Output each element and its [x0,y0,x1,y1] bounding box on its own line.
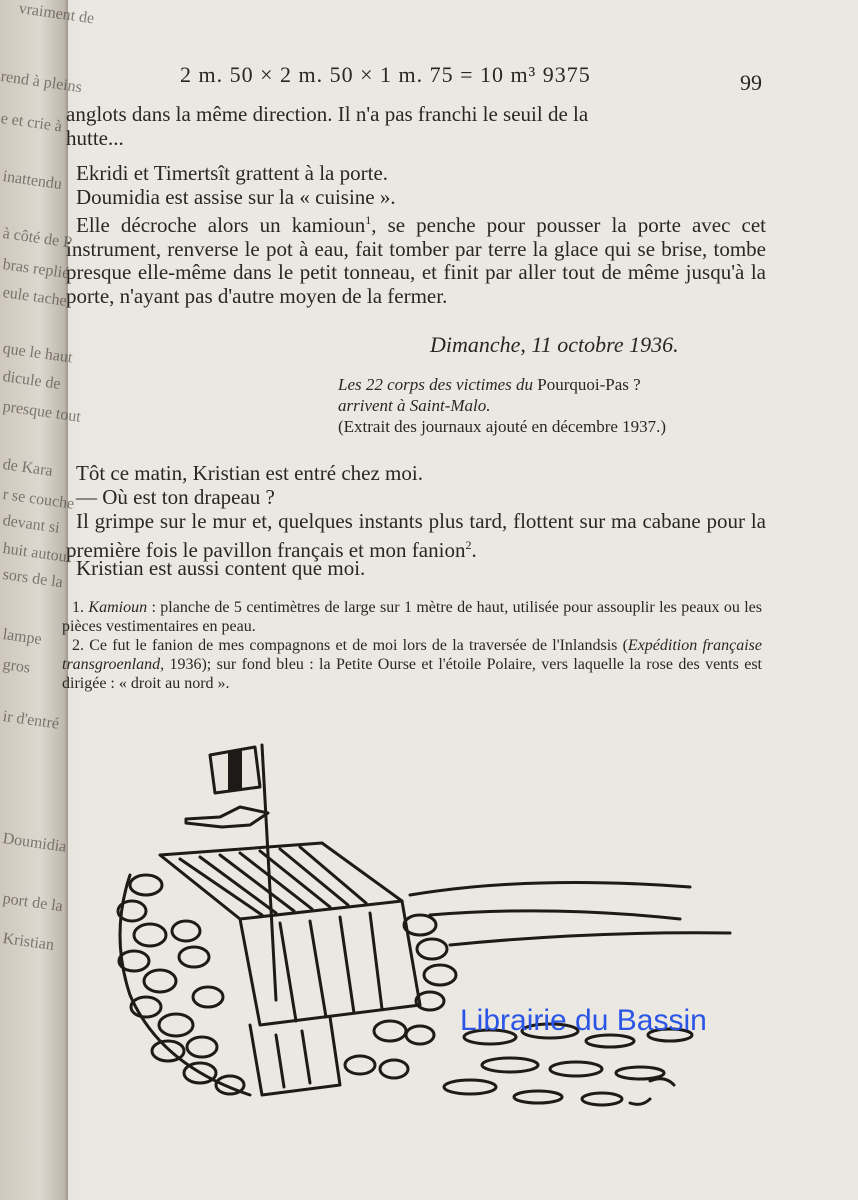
footnote-ref[interactable]: 2 [465,537,472,552]
hut-with-flag-drawing-icon [90,735,730,1135]
margin-fragment: bras replié [1,256,71,283]
margin-fragment: de Kara [1,456,54,480]
text-line: — Où est ton drapeau ? [76,485,275,509]
margin-fragment: vraiment de [17,0,96,28]
margin-fragment: port de la [1,890,64,916]
margin-fragment: presque tout [1,398,82,426]
margin-fragment: devant si [1,512,61,537]
margin-fragment: gros [1,656,32,677]
footnote-ref[interactable]: 1 [365,213,372,227]
running-header: 2 m. 50 × 2 m. 50 × 1 m. 75 = 10 m³ 9375 [180,62,591,87]
margin-fragment: r se couche [1,486,76,513]
margin-fragment: à côté de P [1,225,74,252]
margin-fragment: lampe [1,626,43,649]
margin-fragment: sors de la [1,566,64,592]
margin-fragment: Kristian [1,930,56,955]
margin-fragment: que le haut [1,340,74,367]
text-line: anglots dans la même direction. Il n'a pas franchi le seuil de la [66,102,589,126]
margin-fragment: dicule de [1,368,62,393]
text-line: hutte... [66,126,124,150]
margin-fragment: inattendu [1,168,63,194]
margin-fragment: rend à pleins [0,68,83,97]
entry-date: Dimanche, 11 octobre 1936. [430,332,679,357]
margin-fragment: e et crie à [0,110,64,136]
footnote: 1. Kamioun : planche de 5 centimètres de large sur 1 mètre de haut, utilisée pour assouplir les peaux ou les pièces vestimentaires en peau. [62,599,762,635]
page-number: 99 [740,70,762,95]
text-line: Doumidia est assise sur la « cuisine ». [76,185,396,209]
epigraph: Les 22 corps des victimes du Pourquoi-Pas ? arrivent à Saint-Malo. (Extrait des journaux ajouté en décembre 1937.) [338,374,758,437]
margin-fragment: ir d'entré [1,708,61,733]
margin-fragment: huit autour [1,540,74,567]
text-line: Kristian est aussi content que moi. [76,556,366,580]
footnote: 2. Ce fut le fanion de mes compagnons et de moi lors de la traversée de l'Inlandsis (Expédition française transgroenland, 1936); sur fond bleu : la Petite Ourse et l'étoile Polaire, vers laquelle la rose des vents est dirigée : « droit au nord ». [62,637,763,692]
text-line: Ekridi et Timertsît grattent à la porte. [76,161,389,185]
paragraph: Elle décroche alors un kamioun$^1$, se penche pour pousser la porte avec cet instrument, renverse le pot à eau, fait tomber par terre la glace qui se brise, tombe presque elle-même dans le petit tonneau, et finit par aller tout de même jusqu'à la porte, n'ayant pas d'autre moyen de la fermer. [66,213,766,308]
paragraph: Il grimpe sur le mur et, quelques instants plus tard, flottent sur ma cabane pour la première fois le pavillon français et mon fanion$^2$. [66,509,766,562]
margin-fragment: eule tache [1,284,68,310]
watermark: Librairie du Bassin [460,1004,707,1037]
epigraph-source: (Extrait des journaux ajouté en décembre 1937.) [338,417,667,436]
margin-fragment: Doumidia [1,830,68,856]
text-line: Tôt ce matin, Kristian est entré chez moi. [76,461,423,485]
